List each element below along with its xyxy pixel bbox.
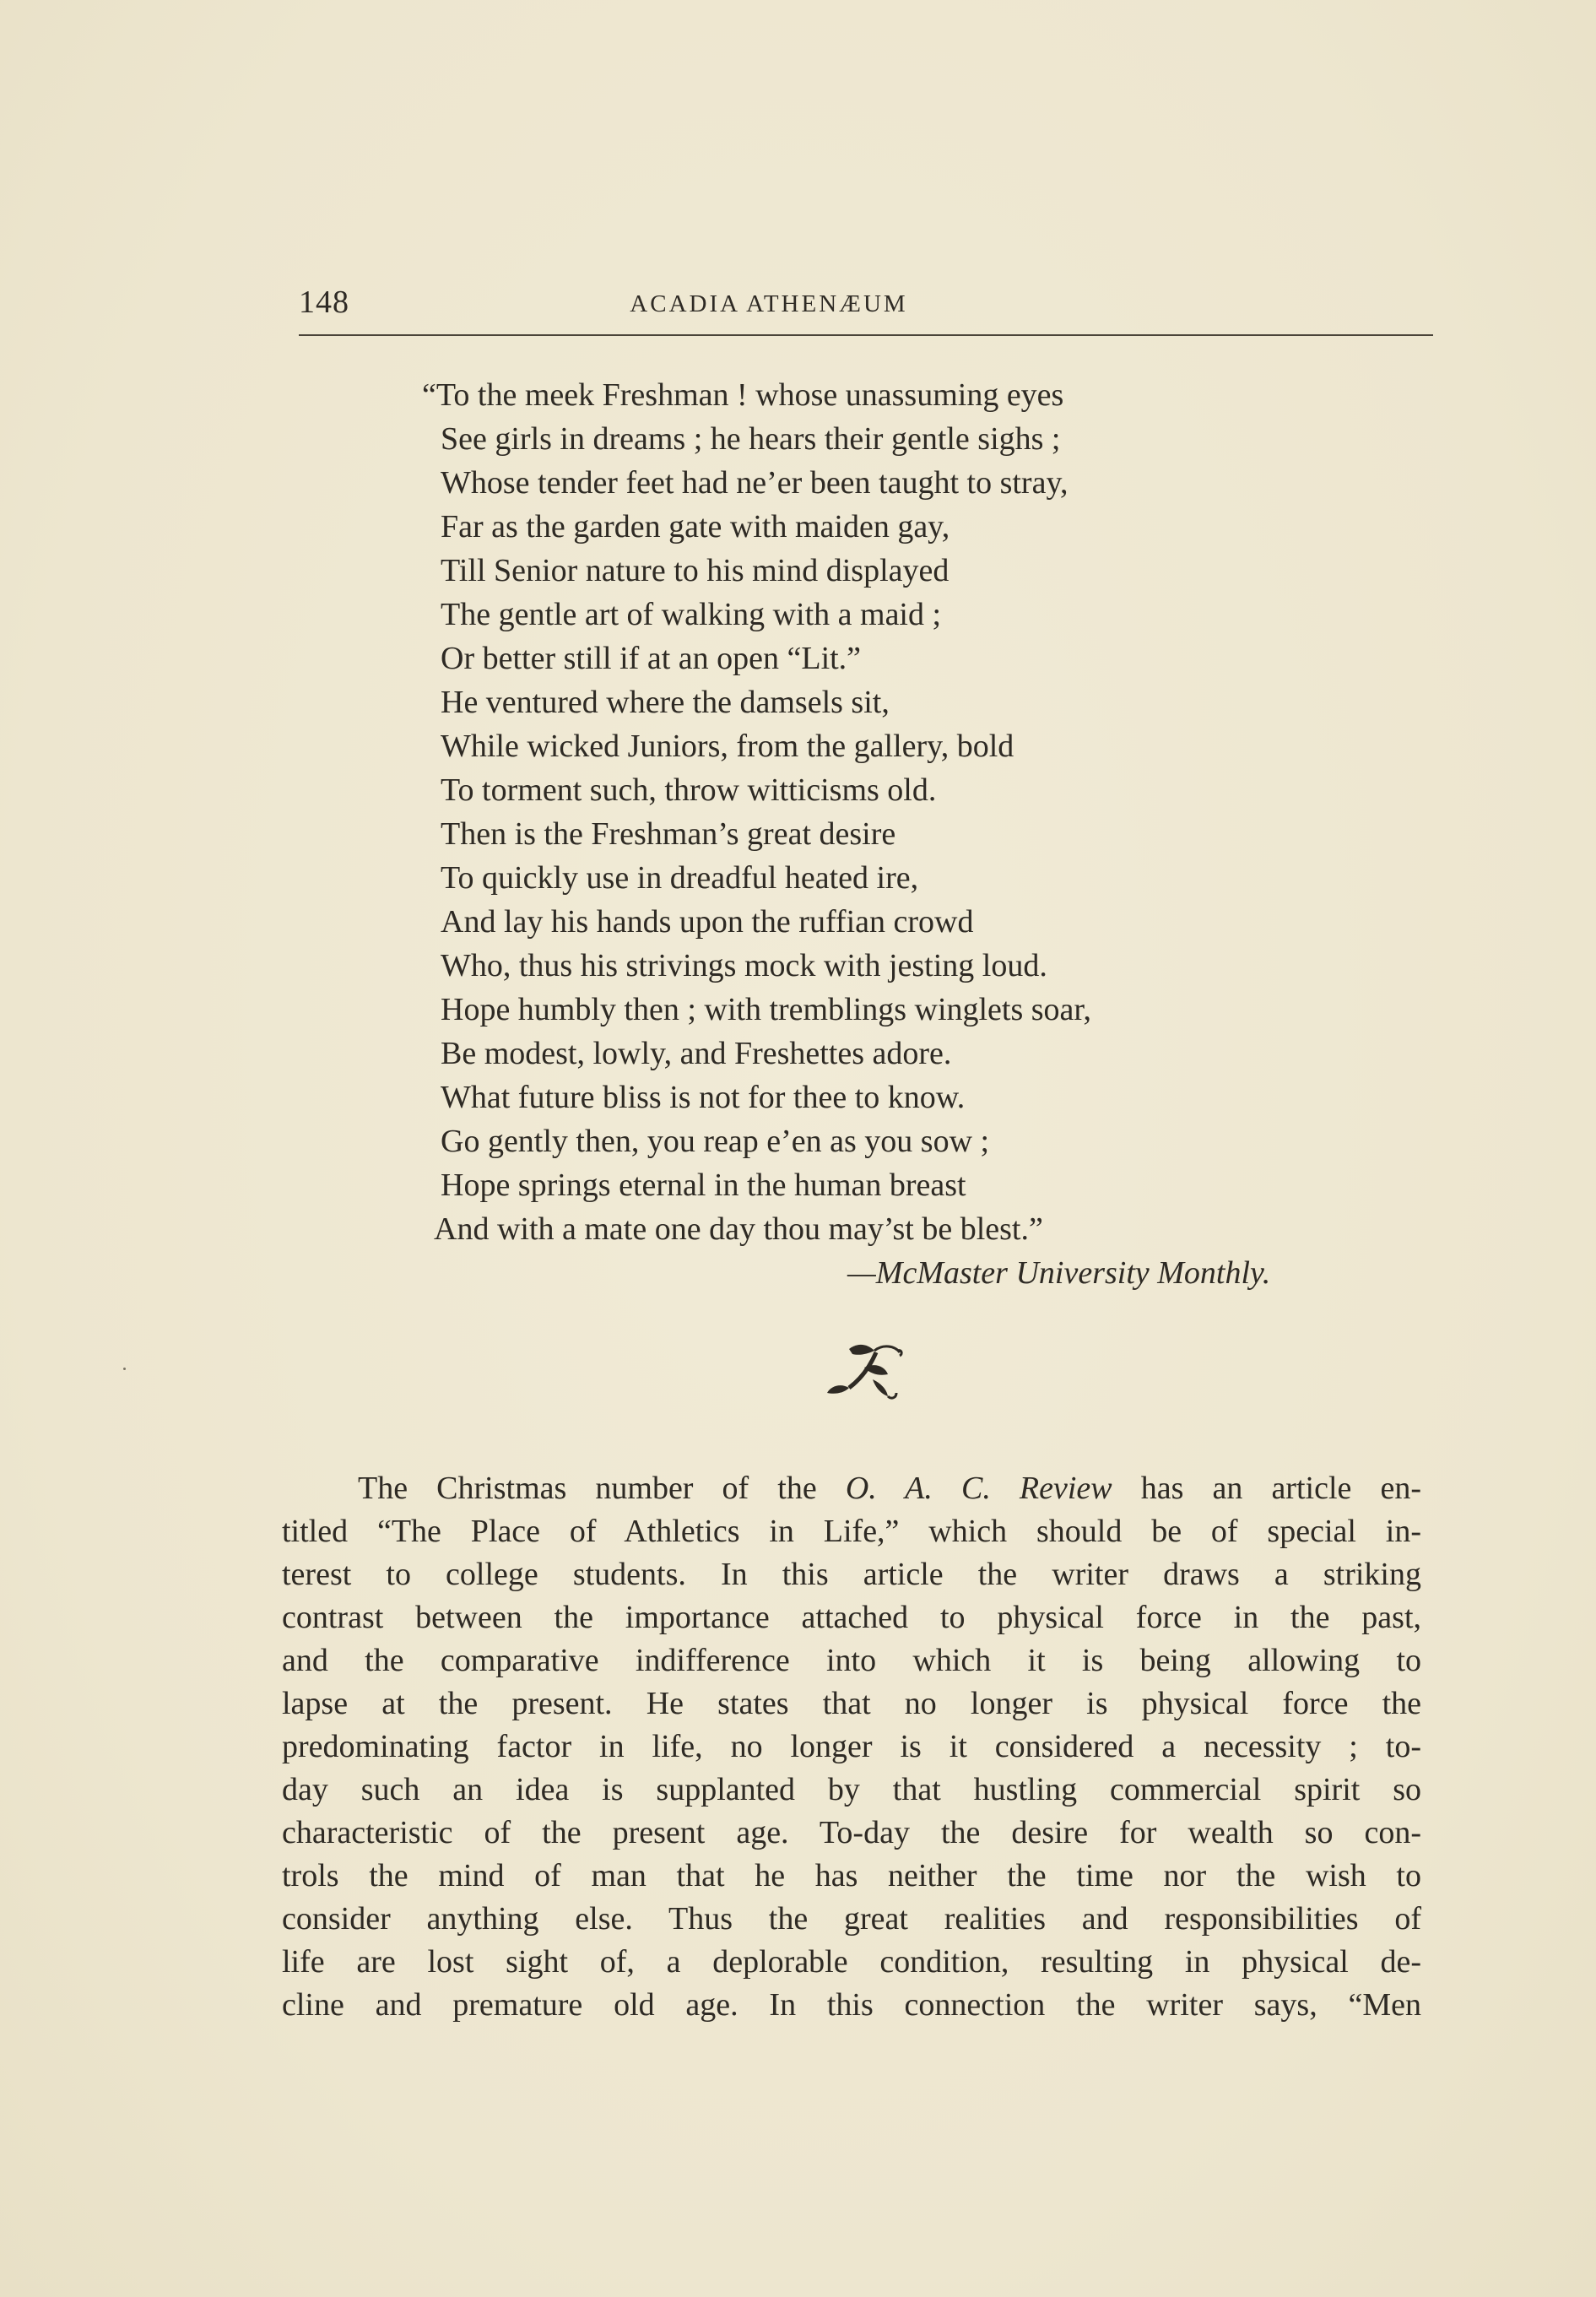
poem-line: And with a mate one day thou may’st be blest.” bbox=[434, 1211, 1043, 1247]
poem-line: Who, thus his strivings mock with jesting loud. bbox=[441, 948, 1047, 983]
paragraph-line: terest to college students. In this article the writer draws a striking bbox=[282, 1557, 1421, 1592]
poem-line: “To the meek Freshman ! whose unassuming eyes bbox=[422, 377, 1064, 413]
poem-line: Be modest, lowly, and Freshettes adore. bbox=[441, 1036, 952, 1071]
paragraph-line: life are lost sight of, a deplorable condition, resulting in physical de- bbox=[282, 1944, 1421, 1980]
page-header bbox=[299, 284, 1433, 336]
poem-line: To torment such, throw witticisms old. bbox=[441, 772, 937, 808]
paragraph-line: predominating factor in life, no longer is it considered a necessity ; to- bbox=[282, 1729, 1421, 1764]
poem-line: While wicked Juniors, from the gallery, bold bbox=[441, 729, 1014, 764]
running-head: ACADIA ATHENÆUM bbox=[630, 290, 908, 317]
poem-line: Then is the Freshman’s great desire bbox=[441, 816, 896, 852]
paragraph-line: day such an idea is supplanted by that hustling commercial spirit so bbox=[282, 1772, 1421, 1807]
paragraph-line: titled “The Place of Athletics in Life,” which should be of special in- bbox=[282, 1514, 1421, 1549]
poem-line: Go gently then, you reap e’en as you sow ; bbox=[441, 1124, 990, 1159]
poem-line: Till Senior nature to his mind displayed bbox=[441, 553, 949, 588]
poem-line: See girls in dreams ; he hears their gentle sighs ; bbox=[441, 421, 1061, 457]
publication-title: O. A. C. Review bbox=[845, 1471, 1112, 1506]
poem-attribution: —McMaster University Monthly. bbox=[847, 1255, 1271, 1291]
paragraph-line: and the comparative indifference into which it is being allowing to bbox=[282, 1643, 1421, 1678]
paragraph-text: The Christmas number of the bbox=[358, 1471, 846, 1506]
paragraph-text: has an article en- bbox=[1112, 1471, 1421, 1506]
poem-line: Or better still if at an open “Lit.” bbox=[441, 641, 862, 676]
poem-line: Hope humbly then ; with tremblings winglets soar, bbox=[441, 992, 1092, 1027]
poem-line: To quickly use in dreadful heated ire, bbox=[441, 860, 919, 896]
poem-line: And lay his hands upon the ruffian crowd bbox=[441, 904, 974, 940]
paper-speck bbox=[123, 1368, 126, 1370]
page-number: 148 bbox=[299, 284, 349, 320]
paragraph-line: characteristic of the present age. To-day the desire for wealth so con- bbox=[282, 1815, 1421, 1850]
paragraph-line: consider anything else. Thus the great realities and responsibilities of bbox=[282, 1901, 1421, 1937]
poem-line: Hope springs eternal in the human breast bbox=[441, 1167, 966, 1203]
paragraph-line: lapse at the present. He states that no longer is physical force the bbox=[282, 1686, 1421, 1721]
paragraph-line bbox=[282, 1467, 1421, 1510]
poem-line: Whose tender feet had ne’er been taught to stray, bbox=[441, 465, 1069, 501]
poem-line: What future bliss is not for thee to know. bbox=[441, 1080, 966, 1115]
paragraph-line: contrast between the importance attached to physical force in the past, bbox=[282, 1600, 1421, 1635]
poem-line: He ventured where the damsels sit, bbox=[441, 685, 890, 720]
leaf-ornament-icon bbox=[824, 1341, 908, 1401]
poem-line: Far as the garden gate with maiden gay, bbox=[441, 509, 950, 544]
paragraph-line: trols the mind of man that he has neither the time nor the wish to bbox=[282, 1858, 1421, 1893]
paragraph-line: cline and premature old age. In this connection the writer says, “Men bbox=[282, 1987, 1421, 2023]
poem-line: The gentle art of walking with a maid ; bbox=[441, 597, 942, 632]
poem bbox=[422, 373, 1393, 1251]
article-paragraph bbox=[282, 1467, 1421, 2027]
